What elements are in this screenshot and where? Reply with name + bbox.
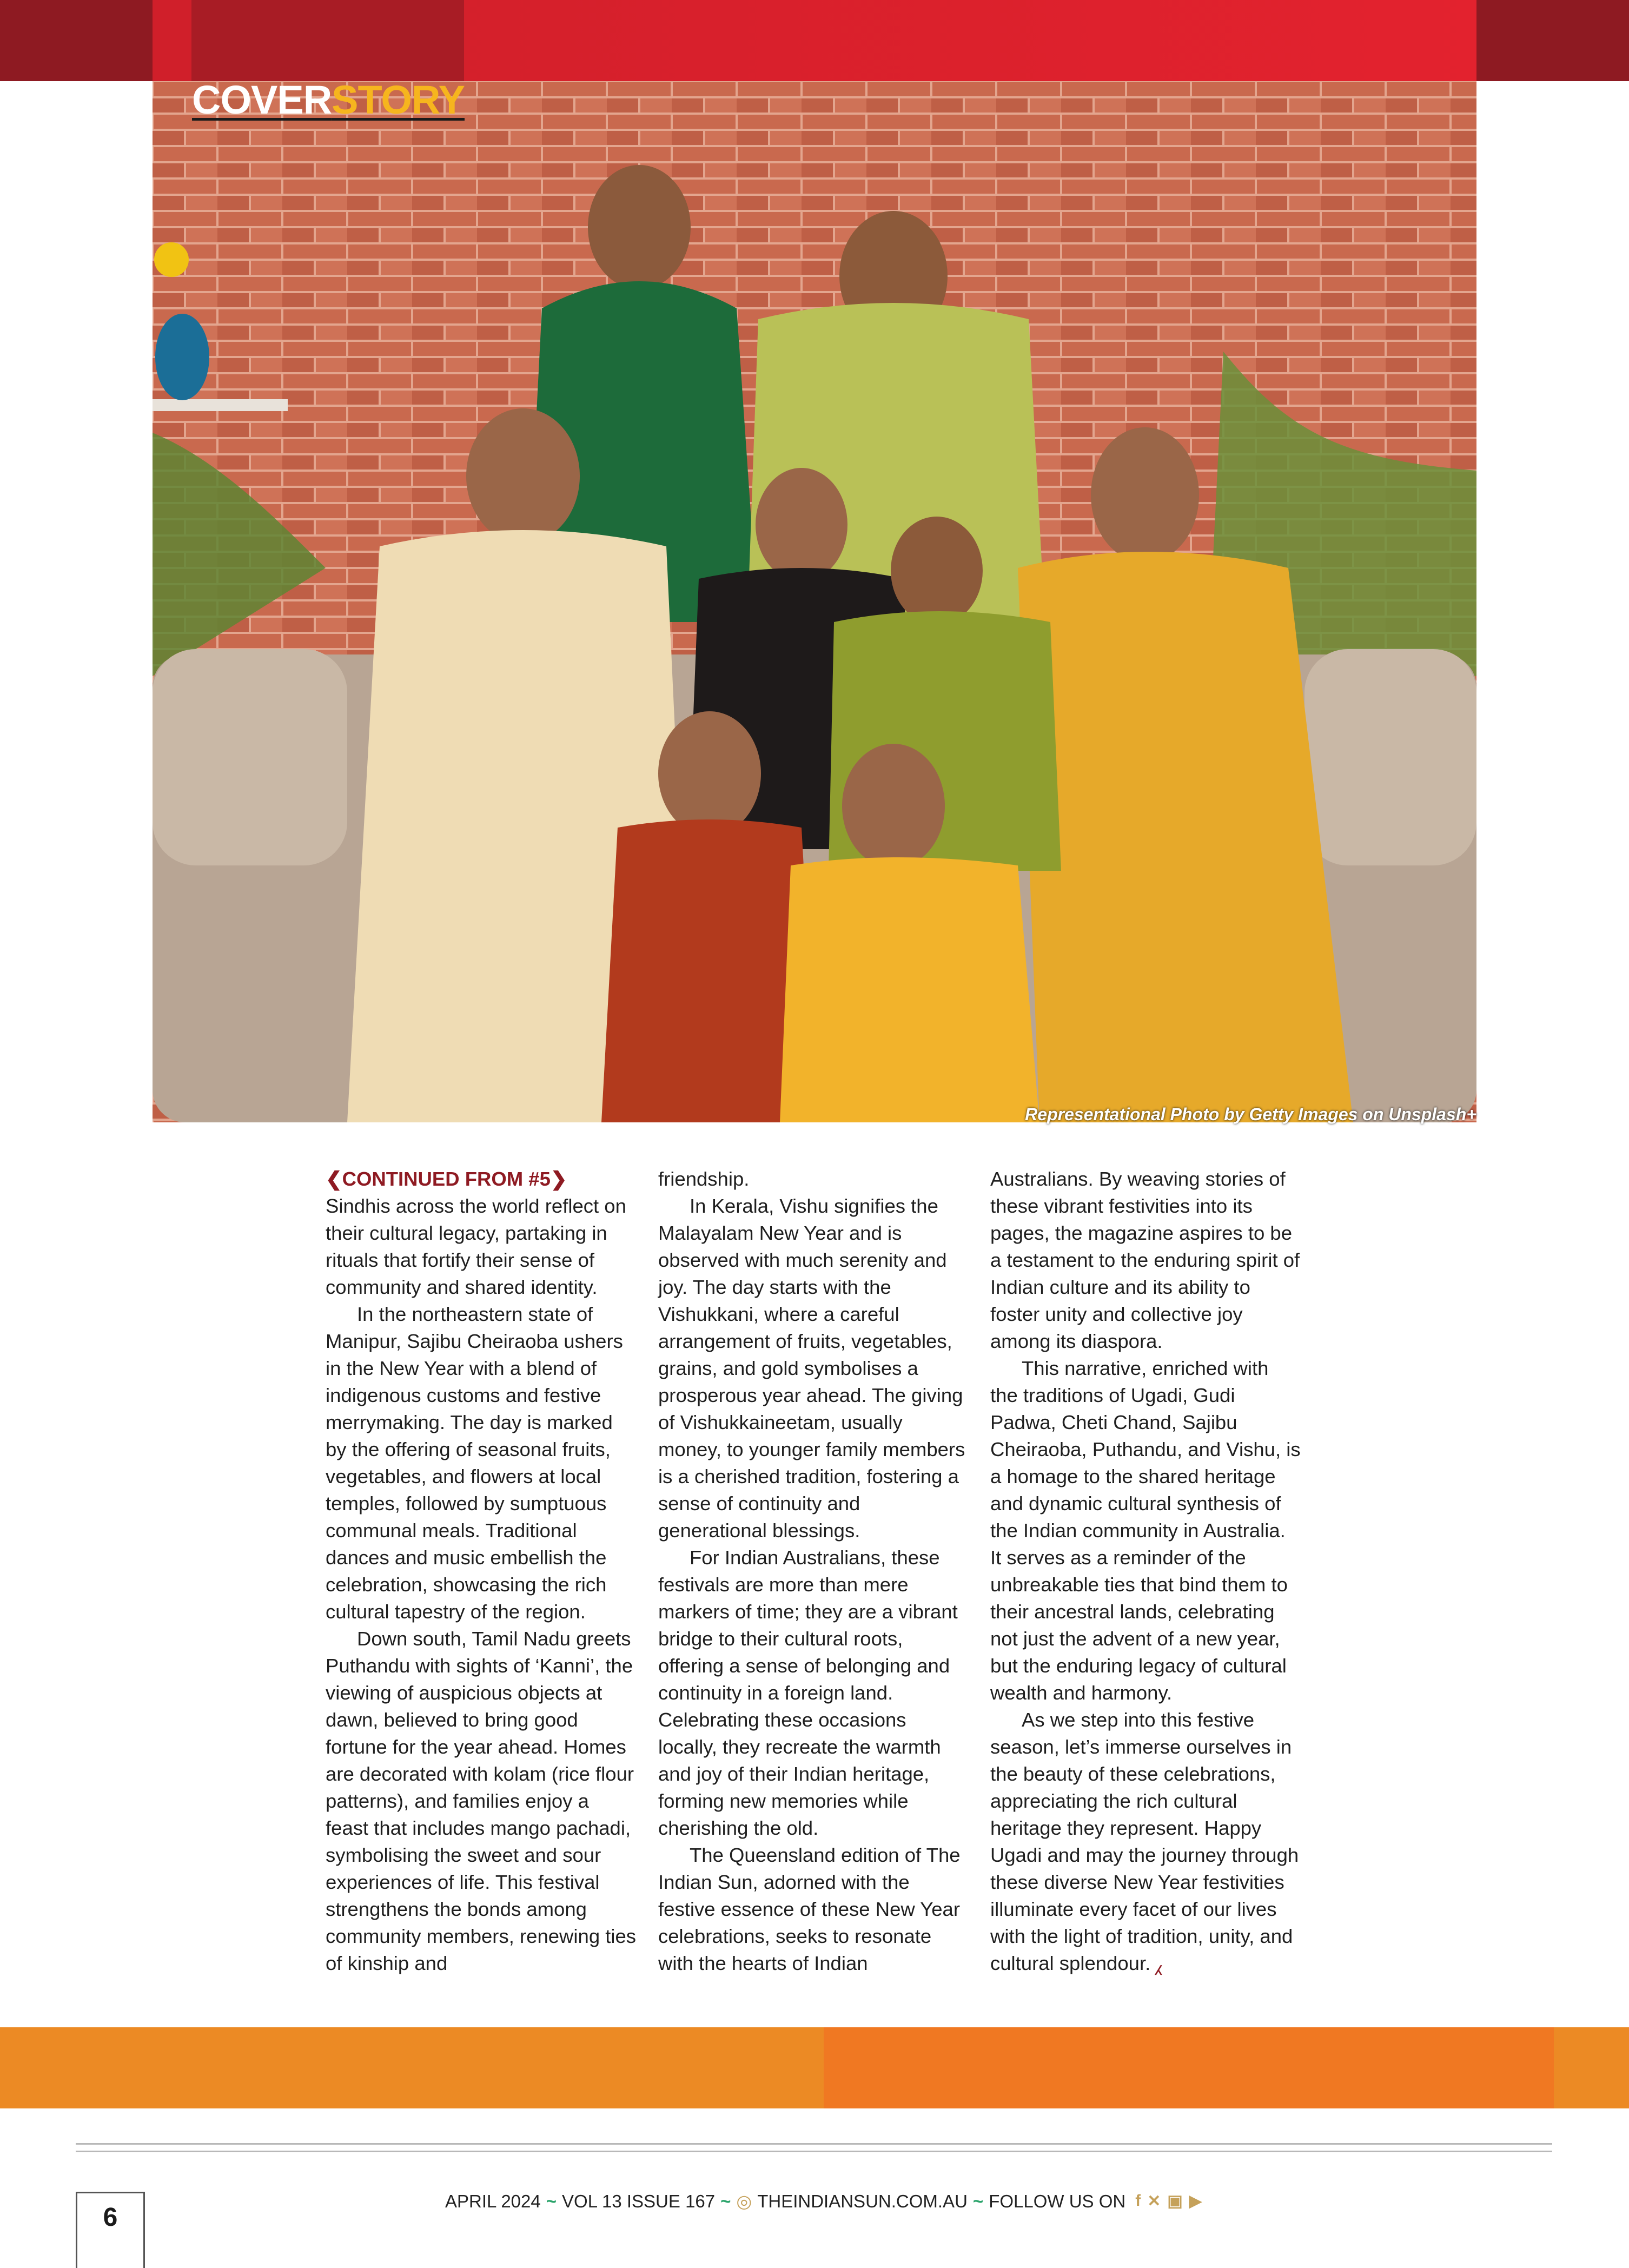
bottom-orange-band-accent — [824, 2027, 1554, 2108]
cover-photo — [153, 81, 1476, 1122]
issue-number: VOL 13 ISSUE 167 — [562, 2191, 716, 2211]
section-label-story: STORY — [332, 77, 465, 122]
footer-rule — [76, 2143, 1552, 2145]
article-paragraph: The Queensland edition of The Indian Sun, adorned with the festive essence of these New Year celebrations, seeks to resonate with the hearts of Indian — [658, 1844, 961, 1974]
globe-icon: ◎ — [736, 2191, 752, 2211]
issue-date: APRIL 2024 — [445, 2191, 541, 2211]
separator-icon: ~ — [972, 2191, 984, 2211]
paragraph-text: Sindhis across the world reflect on their cultural legacy, partaking in rituals that fortify their sense of community and shared identity. — [326, 1195, 626, 1298]
continued-from-label: CONTINUED FROM #5 — [342, 1168, 551, 1190]
top-banner-dark-block — [191, 0, 464, 81]
separator-icon: ~ — [720, 2191, 731, 2211]
x-icon[interactable]: ✕ — [1147, 2192, 1161, 2210]
footer-rule — [76, 2151, 1552, 2152]
social-links — [1135, 2192, 1202, 2211]
website-link[interactable]: THEINDIANSUN.COM.AU — [757, 2191, 968, 2211]
article-column-3 — [990, 1166, 1301, 1977]
article-paragraph: friendship. — [658, 1168, 750, 1190]
bottom-orange-band — [0, 2027, 1629, 2108]
article-paragraph: In Kerala, Vishu signifies the Malayalam New Year and is observed with much serenity and joy. The day starts with the Vishukkani, where a careful arrangement of fruits, vegetables, grains, and gold symbolises a prosperous year ahead. The giving of Vishukkaineetam, usually money, to younger family members is a cherished tradition, fostering a sense of continuity and generational blessings. — [658, 1195, 965, 1542]
chevron-left-icon: ❮ — [326, 1168, 342, 1190]
top-banner-red — [153, 0, 1476, 81]
instagram-icon[interactable]: ▣ — [1167, 2192, 1183, 2210]
article-paragraph — [326, 1166, 637, 1301]
article-paragraph — [990, 1707, 1301, 1977]
top-banner — [0, 0, 1629, 81]
article-paragraph: In the northeastern state of Manipur, Sajibu Cheiraoba ushers in the New Year with a blend of indigenous customs and festive merrymaking. The day is marked by the offering of seasonal fruits, vegetables, and flowers at local temples, followed by sumptuous communal meals. Traditional dances and music embellish the celebration, showcasing the rich cultural tapestry of the region. — [326, 1303, 623, 1623]
section-label — [192, 77, 465, 122]
photo-caption: Representational Photo by Getty Images on Unsplash+ — [1025, 1105, 1476, 1124]
youtube-icon[interactable]: ▶ — [1189, 2192, 1202, 2210]
article-column-1 — [326, 1166, 637, 1977]
facebook-icon[interactable]: f — [1135, 2192, 1141, 2210]
chevron-right-icon: ❯ — [550, 1168, 567, 1190]
article-paragraph: Australians. By weaving stories of these vibrant festivities into its pages, the magazine aspires to be a testament to the enduring spirit of Indian culture and its ability to foster unity and collective joy among its diaspora. — [990, 1168, 1300, 1352]
follow-label: FOLLOW US ON — [989, 2191, 1126, 2211]
footer-info — [445, 2191, 1202, 2212]
page-number: 6 — [76, 2192, 145, 2268]
section-label-cover: COVER — [192, 77, 332, 122]
family-photo-illustration — [153, 81, 1476, 1122]
paragraph-text: As we step into this festive season, let’s immerse ourselves in the beauty of these celebrations, appreciating the rich cultural heritage they represent. Happy Ugadi and may the journey through these diverse New Year festivities illuminate every facet of our lives with the light of tradition, unity, and cultural splendour. — [990, 1709, 1299, 1974]
article-column-2 — [658, 1166, 969, 1977]
article-paragraph: For Indian Australians, these festivals are more than mere markers of time; they are a vibrant bridge to their cultural roots, offering a sense of belonging and continuity in a foreign land. Celebrating these occasions locally, they recreate the warmth and joy of their Indian heritage, forming new memories while cherishing the old. — [658, 1546, 958, 1839]
separator-icon: ~ — [546, 2191, 557, 2211]
article-paragraph: Down south, Tamil Nadu greets Puthandu with sights of ‘Kanni’, the viewing of auspicious objects at dawn, believed to bring good fortune for the year ahead. Homes are decorated with kolam (rice flour patterns), and families enjoy a feast that includes mango pachadi, symbolising the sweet and sour experiences of life. This festival strengthens the bonds among community members, renewing ties of kinship and — [326, 1628, 637, 1974]
end-mark-icon: ⁁ — [1156, 1952, 1161, 1974]
article-paragraph: This narrative, enriched with the traditions of Ugadi, Gudi Padwa, Cheti Chand, Sajibu Cheiraoba, Puthandu, and Vishu, is a homage to the shared heritage and dynamic cultural synthesis of the Indian community in Australia. It serves as a reminder of the unbreakable ties that bind them to their ancestral lands, celebrating not just the advent of a new year, but the enduring legacy of cultural wealth and harmony. — [990, 1357, 1301, 1704]
